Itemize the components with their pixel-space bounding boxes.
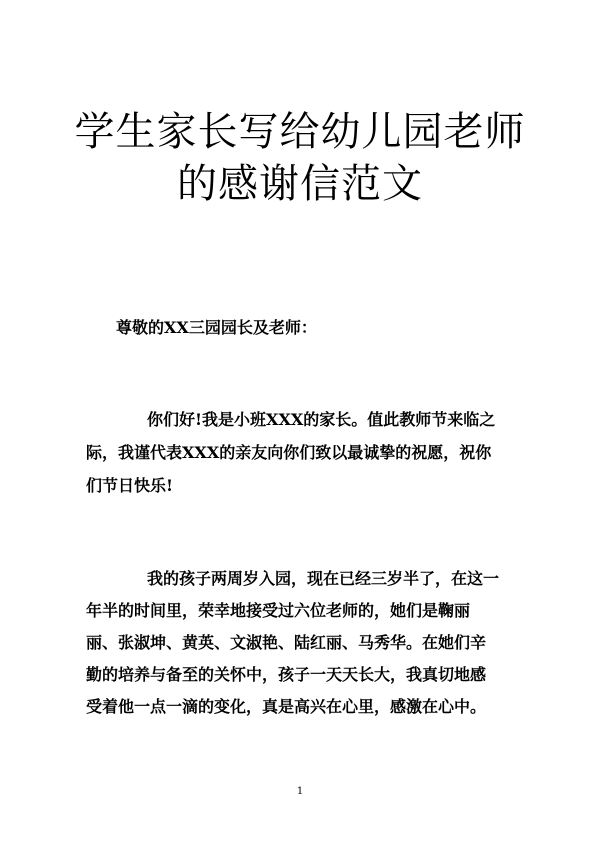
paragraph-line: 年半的时间里，荣幸地接受过六位老师的，她们是鞠丽 <box>86 601 471 620</box>
paragraph-line: 丽、张淑坤、黄英、文淑艳、陆红丽、马秀华。在她们辛 <box>86 633 487 652</box>
paragraph-line: 受着他一点一滴的变化，真是高兴在心里，感激在心中。 <box>86 697 487 716</box>
document-title-line-1: 学生家长写给幼儿园老师 <box>74 109 526 155</box>
paragraph-line: 勤的培养与备至的关怀中，孩子一天天长大，我真切地感 <box>86 665 487 684</box>
paragraph-line: 我的孩子两周岁入园，现在已经三岁半了，在这一 <box>147 569 500 588</box>
page-number: 1 <box>296 786 304 797</box>
paragraph-line: 们节日快乐! <box>86 476 174 495</box>
paragraph-line: 际，我谨代表XXX的亲友向你们致以最诚挚的祝愿，祝你 <box>86 443 492 462</box>
paragraph-line: 你们好!我是小班XXX的家长。值此教师节来临之 <box>147 410 496 429</box>
document-title-line-2: 的感谢信范文 <box>177 161 423 207</box>
salutation: 尊敬的XX三园园长及老师： <box>116 318 317 337</box>
